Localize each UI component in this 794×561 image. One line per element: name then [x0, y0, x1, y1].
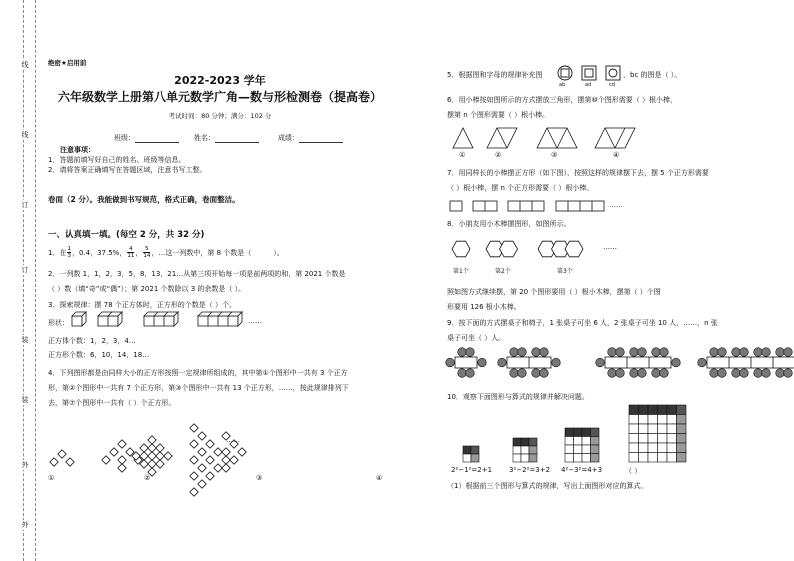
small-diamond — [148, 444, 156, 452]
question-6-line[interactable]: 摆第 n 个图形需要（ ）根小棒。 — [447, 111, 550, 119]
grid-cell — [629, 453, 639, 463]
grid-cell — [574, 437, 583, 446]
small-diamond — [230, 456, 238, 464]
formula: 2²−1²=2+1 — [451, 466, 493, 474]
grid-cell — [648, 415, 658, 425]
fraction: 1 3 — [67, 246, 71, 259]
grid-cell — [667, 424, 677, 434]
figure-label: 第2个 — [495, 268, 511, 275]
page-title: 六年级数学上册第八单元数学广角—数与形检测卷（提高卷） — [57, 90, 382, 104]
neatness-statement: 卷面（2 分）。我能做到书写规范，格式正确，卷面整洁。 — [48, 195, 240, 204]
ellipsis: …… — [609, 201, 623, 209]
small-diamond — [118, 464, 126, 472]
grid-cell — [667, 434, 677, 444]
grid-cell — [529, 446, 537, 454]
binding-line-inner — [35, 0, 36, 561]
figure-label: ④ — [376, 474, 383, 482]
binding-char: 装 — [19, 335, 31, 345]
grid-cell — [471, 454, 479, 462]
question-8-line: 形要用 126 根小木棒。 — [447, 303, 521, 311]
note-item: 1．答题前填写好自己的姓名、班级等信息。 — [48, 156, 186, 164]
formula: 4²−3²=4+3 — [561, 466, 603, 474]
binding-char: 装 — [19, 395, 31, 405]
small-diamond — [140, 444, 148, 452]
small-diamond — [214, 464, 222, 472]
grid-cell — [667, 453, 677, 463]
grid-cell — [629, 443, 639, 453]
grid-cell — [658, 405, 668, 415]
letter-label: ab — [559, 82, 566, 88]
grid-cell — [591, 428, 600, 437]
figure-label: ① — [48, 474, 55, 482]
small-diamond — [148, 460, 156, 468]
small-diamond — [190, 424, 198, 432]
letter-label: cd — [609, 82, 615, 88]
q1-text: ）。 — [273, 248, 284, 257]
figure-label: ② — [495, 151, 502, 159]
question-4-line: 形，第②个图形中一共有 7 个正方形，第③个图形中一共有 13 个正方形，……，按此规律排列下 — [48, 384, 349, 392]
grid-cell — [648, 424, 658, 434]
small-diamond — [118, 456, 126, 464]
cube-count: 正方体个数：1，2，3，4… — [48, 337, 136, 345]
figure-label: 第1个 — [453, 268, 469, 275]
grid-cell — [565, 437, 574, 446]
exam-info: 考试时间：80 分钟；满分：102 分 — [168, 112, 272, 120]
grid-cell — [521, 454, 529, 462]
small-diamond — [198, 464, 206, 472]
grid-cell — [471, 446, 479, 454]
grid-cell — [521, 446, 529, 454]
formula-blank[interactable]: （ ） — [625, 467, 642, 475]
small-diamond — [50, 458, 58, 466]
figure-label: ④ — [613, 151, 620, 159]
grid-cell — [639, 405, 649, 415]
grid-cell — [639, 415, 649, 425]
grid-cell — [667, 415, 677, 425]
grid-cell — [658, 424, 668, 434]
grid-cell — [648, 453, 658, 463]
grid-cell — [677, 415, 687, 425]
binding-char: 订 — [19, 200, 31, 210]
small-diamond — [222, 448, 230, 456]
notes-heading: 注意事项： — [60, 146, 95, 154]
small-diamond — [214, 448, 222, 456]
figure-label: ③ — [256, 474, 263, 482]
small-diamond — [148, 452, 156, 460]
small-diamond — [206, 440, 214, 448]
grid-cell — [521, 438, 529, 446]
figure-label: ③ — [551, 151, 558, 159]
binding-char: 订 — [19, 265, 31, 275]
small-diamond — [58, 450, 66, 458]
ellipsis: …… — [226, 436, 240, 444]
grid-cell — [565, 428, 574, 437]
question-5-tail[interactable]: ，bc 的图是（ ）。 — [623, 71, 682, 79]
secret-label: 绝密★启用前 — [48, 59, 87, 67]
grid-cell — [591, 454, 600, 463]
small-diamond — [198, 448, 206, 456]
grid-cell — [677, 405, 687, 415]
grid-cell — [513, 454, 521, 462]
grid-cell — [529, 454, 537, 462]
section-heading: 一、认真填一填。(每空 2 分，共 32 分) — [48, 230, 205, 240]
question-5-text: 5．根据图和字母的规律补充图 — [447, 71, 543, 79]
grid-cell — [677, 424, 687, 434]
grid-cell — [677, 434, 687, 444]
grid-cell — [629, 434, 639, 444]
grid-cell — [629, 405, 639, 415]
year-title: 2022-2023 学年 — [174, 74, 266, 87]
question-4-line[interactable]: 去，第⑦个图形中一共有（ ）个正方形。 — [48, 399, 176, 407]
binding-char: 线 — [19, 130, 31, 140]
left-column — [46, 0, 394, 561]
small-diamond — [110, 448, 118, 456]
question-2-line: 2．一列数 1，1，2，3，5，8，13，21…从第三项开始每一项是前两项的和，第 2021 个数是 — [48, 270, 346, 278]
q1-text: ，0.4，37.5%， — [71, 248, 127, 257]
name-label: 姓名： — [194, 134, 215, 142]
grid-cell — [667, 443, 677, 453]
small-diamond — [148, 436, 156, 444]
q1-text: ， — [135, 248, 143, 257]
grid-cell — [463, 446, 471, 454]
question-4-line: 4．下列图形都是由同样大小的正方形按照一定规律所组成的，其中第①个图形中一共有 3 个正方 — [48, 369, 348, 377]
question-7-line[interactable]: （ ）根小棒，摆 n 个正方形需要（ ）根小棒。 — [447, 184, 594, 192]
grid-cell — [591, 445, 600, 454]
grid-cell — [574, 445, 583, 454]
q1-text: 1．在 — [48, 248, 67, 257]
figure-label: ② — [144, 474, 151, 482]
question-10-line: 10．观察下面图形与算式的规律并解决问题。 — [447, 393, 589, 401]
letter-label: ad — [585, 82, 592, 88]
small-diamond — [164, 452, 172, 460]
grid-cell — [582, 437, 591, 446]
grid-cell — [529, 438, 537, 446]
question-9-line: 9．按下面的方式摆桌子和椅子，1 张桌子可坐 6 人，2 张桌子可坐 10 人，……，n 张 — [447, 319, 718, 327]
class-label: 班级： — [114, 134, 135, 142]
grid-cell — [591, 437, 600, 446]
diamond-figures — [46, 0, 394, 561]
grid-cell — [463, 454, 471, 462]
binding-line-outer — [23, 0, 24, 561]
grid-cell — [574, 428, 583, 437]
small-diamond — [190, 440, 198, 448]
small-diamond — [102, 456, 110, 464]
q1-text: ，…这一列数中，第 8 个数是（ — [151, 248, 252, 257]
binding-char: 线 — [19, 60, 31, 70]
square-grid-figures — [445, 0, 790, 561]
formula: 3²−2²=3+2 — [509, 466, 551, 474]
small-diamond — [198, 480, 206, 488]
figure-label: ① — [459, 151, 466, 159]
small-diamond — [190, 488, 198, 496]
small-diamond — [118, 440, 126, 448]
grid-cell — [629, 415, 639, 425]
grid-cell — [639, 424, 649, 434]
note-item: 2．请将答案正确填写在答题区域，注意书写工整。 — [48, 166, 207, 174]
question-2-line[interactable]: （ ）数（填“奇”或“偶”）；第 2021 个数除以 3 的余数是（ ）。 — [48, 285, 246, 293]
small-diamond — [66, 458, 74, 466]
ellipsis: …… — [603, 243, 617, 251]
question-3-line[interactable]: 3．探索规律：摆 78 个正方体时，正方形的个数是（ ）个。 — [48, 301, 237, 309]
binding-char: 外 — [19, 520, 31, 530]
grid-cell — [574, 454, 583, 463]
grid-cell — [658, 453, 668, 463]
square-count: 正方形个数：6，10，14，18… — [48, 351, 150, 359]
grid-cell — [565, 445, 574, 454]
grid-cell — [677, 453, 687, 463]
grid-cell — [677, 443, 687, 453]
small-diamond — [156, 460, 164, 468]
grid-cell — [639, 434, 649, 444]
grid-cell — [639, 453, 649, 463]
small-diamond — [222, 456, 230, 464]
grid-cell — [629, 424, 639, 434]
small-diamond — [206, 456, 214, 464]
grid-cell — [565, 454, 574, 463]
right-column — [445, 0, 790, 561]
question-10-sub1: （1）根据前三个图形与算式的规律，写出上面图形对应的算式。 — [447, 482, 648, 490]
grid-cell — [582, 454, 591, 463]
small-diamond — [190, 472, 198, 480]
score-label: 成绩： — [278, 134, 299, 142]
fraction: 5 14 — [143, 246, 151, 259]
grid-cell — [639, 443, 649, 453]
grid-cell — [658, 434, 668, 444]
small-diamond — [222, 464, 230, 472]
question-6-line[interactable]: 6．用小棒按如图所示的方式摆放三角形，摆第⑩个图形需要（ ）根小棒， — [447, 96, 677, 104]
small-diamond — [238, 448, 246, 456]
question-7-line: 7．用同样长的小棒摆正方形（如下图），按照这样的规律摆下去，摆 5 个正方形需要 — [447, 169, 709, 177]
grid-cell — [513, 446, 521, 454]
grid-cell — [658, 443, 668, 453]
ellipsis: …… — [248, 317, 262, 325]
small-diamond — [190, 456, 198, 464]
small-diamond — [156, 452, 164, 460]
grid-cell — [648, 443, 658, 453]
shape-label: 形状： — [48, 319, 69, 327]
binding-strip — [16, 0, 44, 561]
grid-cell — [582, 445, 591, 454]
small-diamond — [156, 444, 164, 452]
question-9-line[interactable]: 桌子可坐（ ）人。 — [447, 334, 506, 342]
question-8-line: 8．小朋友用小木棒摆图形，如图所示。 — [447, 220, 571, 228]
small-diamond — [206, 472, 214, 480]
grid-cell — [658, 415, 668, 425]
grid-cell — [667, 405, 677, 415]
small-diamond — [198, 432, 206, 440]
question-8-line[interactable]: 照如图方式继续摆，第 20 个图形要用（ ）根小木棒，摆第（ ）个图 — [447, 288, 661, 296]
fraction: 4 11 — [127, 246, 135, 259]
binding-char: 外 — [19, 460, 31, 470]
grid-cell — [582, 428, 591, 437]
figure-label: 第3个 — [557, 268, 573, 275]
grid-cell — [648, 405, 658, 415]
grid-cell — [648, 434, 658, 444]
grid-cell — [513, 438, 521, 446]
